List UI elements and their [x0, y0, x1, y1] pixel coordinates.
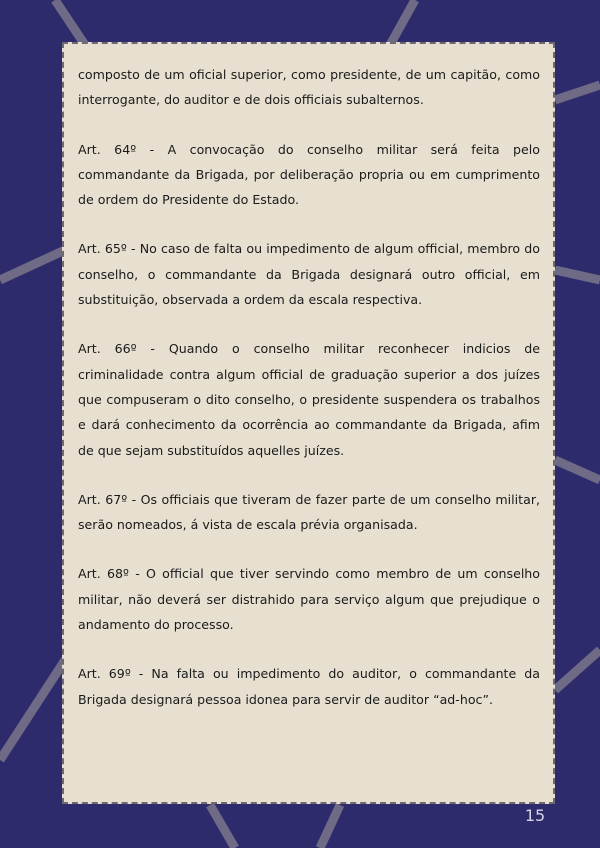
paragraph-art-67: Art. 67º - Os officiais que tiveram de fazer parte de um conselho militar, serão nomeados, á vista de escala prévia organisada. [78, 491, 540, 533]
paragraph-art-69: Art. 69º - Na falta ou impedimento do auditor, o commandante da Brigada designará pessoa idonea para servir de auditor “ad-hoc”. [78, 666, 540, 707]
paragraph-art-64: Art. 64º - A convocação do conselho militar será feita pelo commandante da Brigada, por deliberação propria ou em cumprimento de ordem do Presidente do Estado. [78, 141, 540, 208]
document-card [62, 42, 555, 804]
document-body [78, 62, 540, 736]
paragraph-art-65: Art. 65º - No caso de falta ou impedimento de algum official, membro do conselho, o commandante da Brigada designará outro official, em substituição, observada a ordem da escala respectiva. [78, 241, 540, 308]
page-number: 15 [524, 806, 546, 825]
paragraph-continuation: composto de um oficial superior, como presidente, de um capitão, como interrogante, do auditor e de dois officiais subalternos. [78, 67, 540, 108]
paragraph-art-66: Art. 66º - Quando o conselho militar reconhecer indicios de criminalidade contra algum official de graduação superior a dos juízes que compuseram o dito conselho, o presidente suspendera os trabalhos e dará conhecimento da ocorrência ao commandante da Brigada, afim de que sejam substituídos aquelles juízes. [78, 341, 540, 458]
paragraph-art-68: Art. 68º - O official que tiver servindo como membro de um conselho militar, não deverá ser distrahido para serviço algum que prejudique o andamento do processo. [78, 566, 540, 633]
